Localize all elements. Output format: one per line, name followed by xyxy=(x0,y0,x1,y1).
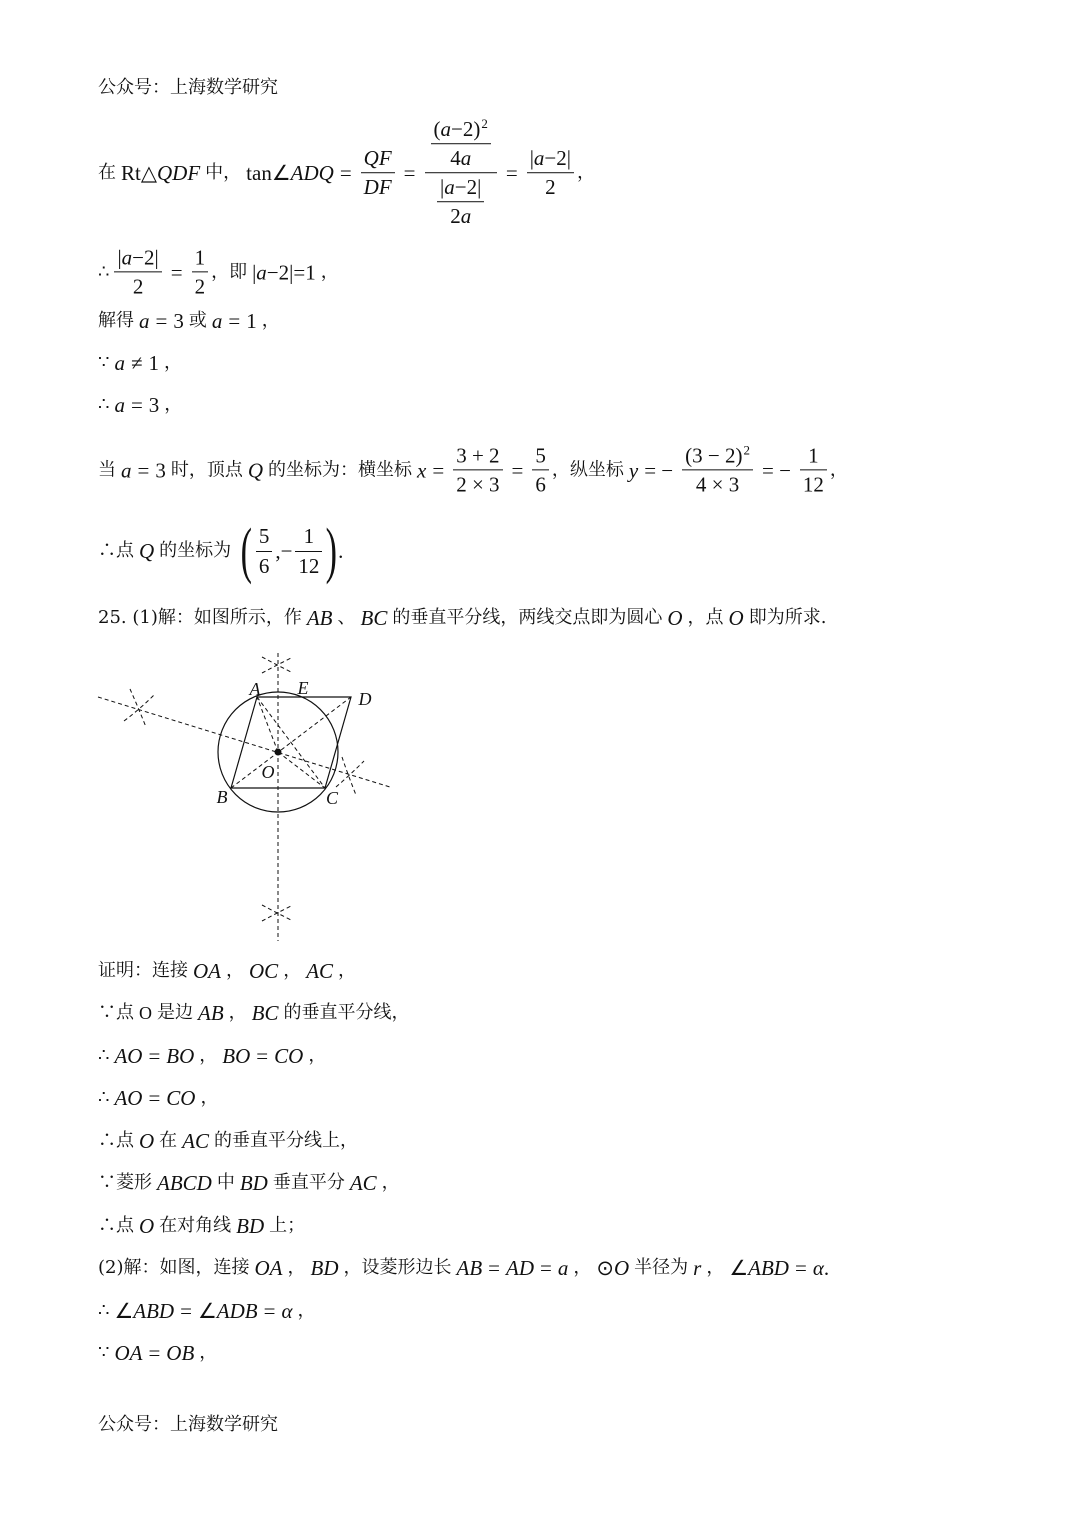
operator: = xyxy=(170,259,183,284)
text-run: ， xyxy=(163,352,182,374)
math-roman: | xyxy=(529,146,534,171)
fraction-numerator xyxy=(800,443,827,470)
footer-text: 公众号：上海数学研究 xyxy=(98,1414,278,1436)
math-roman: −2) xyxy=(451,117,481,142)
math-roman: −2| xyxy=(132,245,159,270)
math-var: BD xyxy=(236,1213,265,1238)
math-var: AC xyxy=(349,1170,377,1195)
line-o-on-bd xyxy=(98,1214,305,1238)
math-var: a xyxy=(211,308,223,333)
fraction-denominator xyxy=(425,174,497,229)
math-roman: 12 xyxy=(802,472,824,497)
fraction-numerator xyxy=(114,245,161,272)
fraction-denominator xyxy=(453,471,502,497)
operator: = xyxy=(794,1255,807,1280)
text-run: ， xyxy=(381,1172,400,1194)
math-roman: 5 xyxy=(535,443,546,468)
label-d: D xyxy=(358,689,372,709)
fraction-numerator xyxy=(437,176,484,203)
line-question-25-1 xyxy=(98,606,826,630)
math-var: AO xyxy=(114,1043,143,1068)
fraction-numerator xyxy=(431,117,491,144)
math-var: ABD xyxy=(133,1298,175,1323)
fraction xyxy=(453,443,502,496)
label-a: A xyxy=(249,679,261,699)
line-ao-co xyxy=(98,1086,218,1110)
math-var: QDF xyxy=(157,160,201,185)
math-var: BO xyxy=(166,1043,195,1068)
fraction-denominator xyxy=(437,203,484,229)
math-var: OA xyxy=(114,1340,143,1365)
fraction xyxy=(295,524,322,577)
math-var: AC xyxy=(182,1128,210,1153)
operator: = xyxy=(148,1085,161,1110)
fraction xyxy=(532,443,549,496)
math-var: a xyxy=(121,457,132,482)
math-roman: 2 xyxy=(132,274,144,299)
math-roman: O xyxy=(139,1002,152,1023)
math-roman: 2 xyxy=(194,274,206,299)
operator: = xyxy=(137,457,150,482)
math-roman: 4 × 3 xyxy=(695,472,740,497)
math-roman: 1 xyxy=(303,524,315,549)
line-rhombus-bd xyxy=(98,1171,400,1195)
superscript: 2 xyxy=(743,442,750,458)
text-run: ，即 xyxy=(211,261,248,283)
operator: = xyxy=(505,160,518,185)
page-footer xyxy=(98,1414,278,1436)
line-bisectors xyxy=(98,1001,410,1025)
therefore-symbol: ∴ xyxy=(98,394,110,416)
operator: = xyxy=(148,1043,161,1068)
math-roman: Rt xyxy=(121,160,141,185)
operator: = − xyxy=(761,457,791,482)
operator: = − xyxy=(644,457,674,482)
text-run: 时，顶点 xyxy=(170,459,243,481)
math-var: CO xyxy=(274,1043,304,1068)
fraction-denominator xyxy=(682,471,753,497)
math-roman: 4 xyxy=(450,146,461,171)
text-run: 的坐标为：横坐标 xyxy=(268,459,413,481)
text-run: 的垂直平分线，两线交点即为圆心 xyxy=(392,607,663,629)
geometry-figure xyxy=(90,645,400,950)
math-var: O xyxy=(728,605,744,630)
line-because-a-neq-1 xyxy=(98,351,182,375)
text-run: ， xyxy=(573,1257,592,1279)
line-oa-ob xyxy=(98,1341,217,1365)
fraction-denominator xyxy=(431,144,491,170)
math-var: OC xyxy=(249,958,279,983)
text-run: ， xyxy=(283,960,302,982)
minus: − xyxy=(280,538,293,563)
page-header xyxy=(98,77,278,99)
fraction xyxy=(682,443,753,496)
fraction-numerator xyxy=(192,245,209,272)
compound-fraction xyxy=(425,117,497,229)
text-run: ， xyxy=(226,960,244,982)
line-question-25-2 xyxy=(98,1256,829,1280)
math-var: y xyxy=(628,457,639,482)
math-roman: 3 + 2 xyxy=(456,443,500,468)
label-o: O xyxy=(261,762,275,782)
math-var: ABCD xyxy=(157,1170,212,1195)
line-solve xyxy=(98,309,280,333)
label-e: E xyxy=(297,678,309,698)
fraction xyxy=(800,443,827,496)
math-var: BD xyxy=(239,1170,268,1195)
period: . xyxy=(338,538,344,563)
fraction-denominator xyxy=(295,552,322,578)
operator: = xyxy=(148,1340,161,1365)
text-run: ∴点 xyxy=(98,540,134,562)
comma: , xyxy=(275,538,281,563)
line-o-on-ac-bisector xyxy=(98,1129,358,1153)
text-run: ∵点 xyxy=(98,1002,134,1024)
math-roman: 3 xyxy=(155,457,166,482)
line-tan-adq xyxy=(98,117,595,229)
text-run: 是边 xyxy=(157,1002,193,1024)
text-run: ，纵坐标 xyxy=(551,459,624,481)
math-var: α xyxy=(281,1298,293,1323)
line-abs-equation xyxy=(98,245,339,298)
math-var: a xyxy=(460,146,472,171)
math-var: x xyxy=(417,457,427,482)
text-run: ， xyxy=(199,1045,218,1067)
operator: ≠ xyxy=(130,350,143,375)
math-var: AD xyxy=(506,1255,534,1280)
math-var: OB xyxy=(166,1340,195,1365)
math-var: a xyxy=(114,350,125,375)
fraction-numerator xyxy=(682,443,753,470)
math-roman: 12 xyxy=(298,553,320,578)
math-var: a xyxy=(444,175,455,200)
math-var: ADB xyxy=(216,1298,258,1323)
operator: = xyxy=(488,1255,500,1280)
because-symbol: ∵ xyxy=(98,1342,110,1364)
text-run: ∴点 xyxy=(98,1215,134,1237)
text-run: ， xyxy=(261,310,280,332)
text-run: ， xyxy=(164,394,183,416)
text-run: ， xyxy=(338,960,357,982)
text-run: ， xyxy=(320,261,339,283)
therefore-symbol: ∴ xyxy=(98,261,110,283)
math-roman: 2 xyxy=(450,204,461,229)
text-run: ，点 xyxy=(687,607,724,629)
math-var: AB xyxy=(456,1255,483,1280)
therefore-symbol: ∴ xyxy=(98,1087,110,1109)
math-var: BD xyxy=(310,1255,339,1280)
text-run: 当 xyxy=(98,459,116,481)
math-var: a xyxy=(533,146,545,171)
operator: = xyxy=(339,160,352,185)
math-var: OA xyxy=(193,958,221,983)
text-run: ， xyxy=(706,1257,725,1279)
operator: = xyxy=(256,1043,269,1068)
fraction-denominator xyxy=(532,471,549,497)
fraction-denominator xyxy=(192,273,209,299)
line-point-q xyxy=(98,517,344,585)
text-run: ∴点 xyxy=(98,1130,134,1152)
segment-oa xyxy=(257,697,278,752)
operator: = xyxy=(403,160,416,185)
math-roman: | xyxy=(117,245,122,270)
math-roman: tan∠ xyxy=(246,160,291,185)
operator: = xyxy=(263,1298,276,1323)
text-run: ，设菱形边长 xyxy=(343,1257,452,1279)
line-vertex-coordinates xyxy=(98,443,848,496)
text-run: 或 xyxy=(188,310,207,332)
triangle-symbol: △ xyxy=(140,160,157,185)
math-roman: | xyxy=(440,175,445,200)
math-roman: −2| xyxy=(544,146,571,171)
label-c: C xyxy=(325,788,339,808)
text-run: ， xyxy=(200,1087,219,1109)
fraction-denominator xyxy=(361,174,395,200)
text-run: ， xyxy=(308,1045,327,1067)
text-run: 垂直平分 xyxy=(272,1172,345,1194)
text-run: (2)解：如图，连接 xyxy=(98,1257,250,1279)
math-var: OA xyxy=(254,1255,283,1280)
math-roman: 3 xyxy=(173,308,184,333)
line-proof-start xyxy=(98,959,356,983)
math-var: O xyxy=(667,605,683,630)
math-roman: −2| xyxy=(454,175,482,200)
math-roman: 3 xyxy=(148,392,160,417)
math-roman: 5 xyxy=(258,524,270,549)
math-var: Q xyxy=(139,538,155,563)
math-var: a xyxy=(139,308,150,333)
operator: = xyxy=(432,457,445,482)
math-var: QF xyxy=(363,146,392,171)
period: . xyxy=(823,1255,830,1280)
operator: = xyxy=(228,308,241,333)
line-ao-bo-co xyxy=(98,1044,326,1068)
math-roman: 1 xyxy=(808,443,819,468)
text-run: 上； xyxy=(269,1215,306,1237)
text-run: 中 xyxy=(216,1172,235,1194)
text-run: 中， xyxy=(205,162,242,184)
fraction-denominator xyxy=(256,552,273,578)
operator: = xyxy=(540,1255,552,1280)
fraction xyxy=(437,176,484,229)
fraction-numerator xyxy=(527,146,574,173)
math-var: a xyxy=(557,1255,569,1280)
math-var: BC xyxy=(251,1000,279,1025)
operator: = xyxy=(130,392,143,417)
angle-symbol: ∠ xyxy=(729,1255,749,1280)
left-paren: ( xyxy=(240,517,253,585)
center-point-o xyxy=(275,749,282,756)
fraction xyxy=(256,524,273,577)
text-run: 解得 xyxy=(98,310,134,332)
arc-mark-right xyxy=(336,757,364,795)
text-run: 在 xyxy=(159,1130,178,1152)
therefore-symbol: ∴ xyxy=(98,1045,110,1067)
header-text: 公众号：上海数学研究 xyxy=(98,77,278,99)
construction-lines xyxy=(98,653,390,941)
operator: = xyxy=(155,308,168,333)
math-roman: 2 × 3 xyxy=(456,472,500,497)
fraction-numerator xyxy=(425,117,497,173)
text-run: 在 xyxy=(98,162,116,184)
math-var: a xyxy=(114,392,125,417)
line-therefore-a-3 xyxy=(98,393,182,417)
math-var: AO xyxy=(114,1085,143,1110)
operator: = xyxy=(511,457,524,482)
math-var: AB xyxy=(306,605,333,630)
math-var: a xyxy=(460,204,472,229)
math-var: ADQ xyxy=(290,160,334,185)
math-roman: (3 − 2) xyxy=(685,443,743,468)
fraction xyxy=(114,245,161,298)
text-run: 的垂直平分线， xyxy=(283,1002,410,1024)
right-paren: ) xyxy=(326,517,338,585)
circle-symbol: ⊙ xyxy=(596,1255,614,1280)
text-run: 证明：连接 xyxy=(98,960,188,982)
label-b: B xyxy=(216,787,228,807)
math-var: DF xyxy=(363,175,392,200)
because-symbol: ∵ xyxy=(98,352,110,374)
math-var: a xyxy=(121,245,133,270)
math-roman: 6 xyxy=(535,472,546,497)
text-run: 25. (1)解：如图所示，作 xyxy=(98,607,302,629)
math-roman: 6 xyxy=(258,553,270,578)
math-roman: | xyxy=(252,259,257,284)
math-var: AC xyxy=(306,958,334,983)
superscript: 2 xyxy=(481,116,488,132)
math-var: Q xyxy=(247,457,264,482)
text-run: ， xyxy=(199,1342,218,1364)
fraction-denominator xyxy=(114,273,161,299)
math-roman: −2|=1 xyxy=(266,259,316,284)
text-run: 、 xyxy=(337,607,356,629)
angle-symbol: ∠ xyxy=(114,1298,134,1323)
text-run: 半径为 xyxy=(634,1257,689,1279)
math-var: BO xyxy=(222,1043,251,1068)
math-var: a xyxy=(256,259,267,284)
fraction xyxy=(192,245,209,298)
arc-mark-left xyxy=(124,689,154,727)
math-roman: 2 xyxy=(545,175,556,200)
fraction-numerator xyxy=(453,443,502,470)
math-var: O xyxy=(139,1128,155,1153)
text-run: 的垂直平分线上， xyxy=(214,1130,359,1152)
fraction xyxy=(431,117,491,170)
text-run: ∵菱形 xyxy=(98,1172,152,1194)
fraction-numerator xyxy=(256,524,273,551)
fraction-numerator xyxy=(532,443,549,470)
fraction xyxy=(361,146,395,199)
math-roman: 1 xyxy=(246,308,257,333)
line-angles-equal xyxy=(98,1299,315,1323)
text-run: ， xyxy=(287,1257,306,1279)
fraction-numerator xyxy=(295,524,322,551)
fraction-numerator xyxy=(361,146,395,173)
segment-oc xyxy=(278,752,325,788)
math-var: r xyxy=(693,1255,702,1280)
fraction-denominator xyxy=(800,471,827,497)
text-run: 即为所求. xyxy=(748,607,827,629)
math-var: CO xyxy=(166,1085,196,1110)
math-var: O xyxy=(613,1255,630,1280)
math-roman: 1 xyxy=(148,350,159,375)
text-run: ， xyxy=(576,162,595,184)
fraction xyxy=(527,146,574,199)
fraction-denominator xyxy=(527,174,574,200)
text-run: 的坐标为 xyxy=(159,540,232,562)
text-run: 在对角线 xyxy=(159,1215,232,1237)
math-var: BC xyxy=(360,605,388,630)
math-var: ABD xyxy=(748,1255,789,1280)
math-var: α xyxy=(812,1255,824,1280)
math-var: AB xyxy=(198,1000,224,1025)
math-roman: 1 xyxy=(194,245,206,270)
text-run: ， xyxy=(829,459,848,481)
angle-symbol: ∠ xyxy=(197,1298,217,1323)
therefore-symbol: ∴ xyxy=(98,1300,110,1322)
text-run: ， xyxy=(297,1300,316,1322)
operator: = xyxy=(180,1298,192,1323)
math-roman: ( xyxy=(433,117,441,142)
math-var: O xyxy=(139,1213,155,1238)
text-run: ， xyxy=(228,1002,247,1024)
math-var: a xyxy=(440,117,452,142)
